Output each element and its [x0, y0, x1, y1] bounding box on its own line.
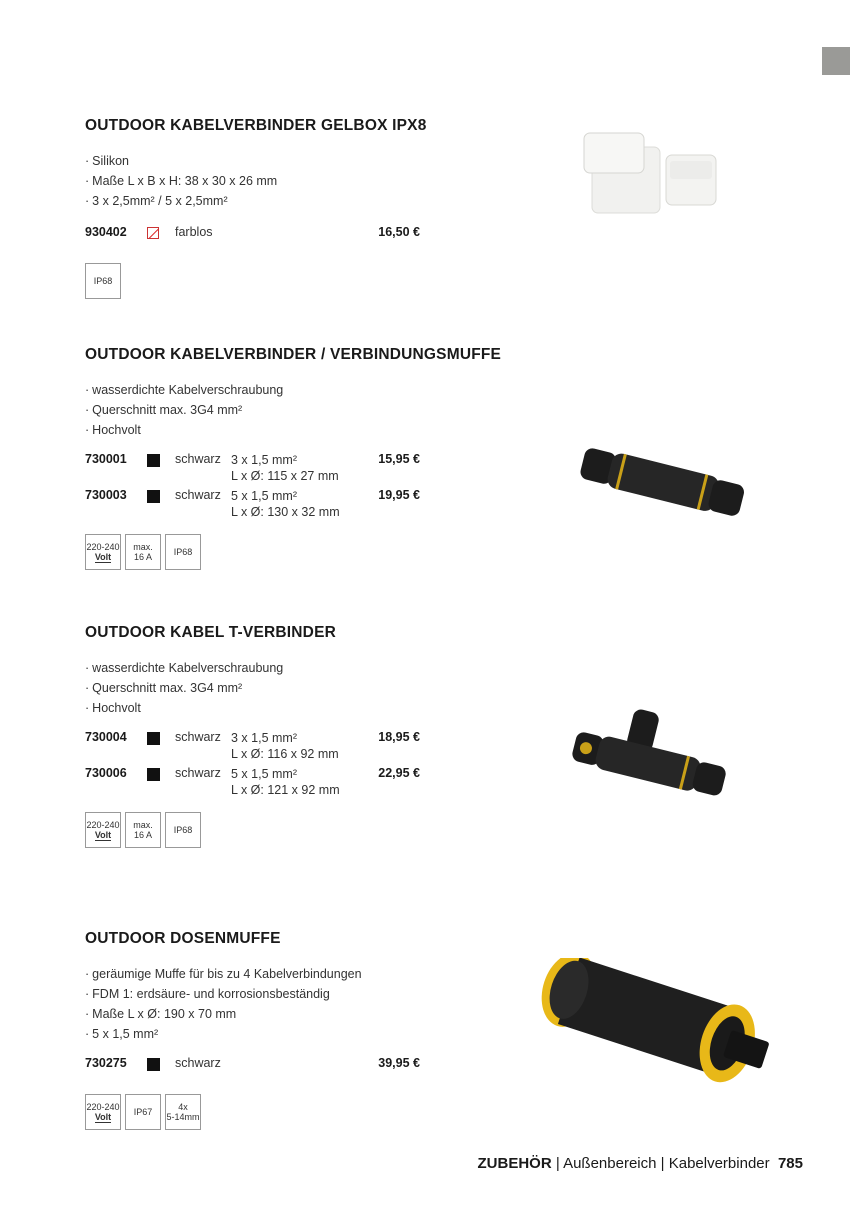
- feature-item: · Maße L x B x H: 38 x 30 x 26 mm: [85, 171, 445, 191]
- spec-text: 5 x 1,5 mm² L x Ø: 121 x 92 mm: [231, 767, 340, 797]
- color-name: schwarz: [175, 1056, 221, 1070]
- price: 15,95 €: [378, 452, 420, 466]
- feature-list: [85, 964, 445, 1044]
- feature-item: · 3 x 2,5mm² / 5 x 2,5mm²: [85, 191, 445, 211]
- color-name: schwarz: [175, 730, 221, 744]
- footer-subcategory: Kabelverbinder: [668, 1155, 770, 1172]
- feature-item: · Silikon: [85, 151, 445, 171]
- product-section-verbindungsmuffe: [85, 346, 502, 570]
- ip-rating-badge: IP68: [85, 263, 121, 299]
- badge-row: [85, 534, 445, 570]
- voltage-badge: 220-240 Volt: [85, 812, 121, 848]
- product-row: [85, 452, 445, 488]
- product-row: [85, 225, 445, 253]
- feature-list: [85, 380, 445, 440]
- t-verbinder-product-image: [565, 705, 735, 805]
- badge-row: [85, 1094, 445, 1130]
- price: 22,95 €: [378, 766, 420, 780]
- feature-item: · 5 x 1,5 mm²: [85, 1024, 445, 1044]
- current-badge: max. 16 A: [125, 812, 161, 848]
- gelbox-product-image: [580, 125, 720, 235]
- ip-rating-badge: IP68: [165, 812, 201, 848]
- price: 16,50 €: [378, 225, 420, 239]
- price: 19,95 €: [378, 488, 420, 502]
- spec-text: 3 x 1,5 mm² L x Ø: 115 x 27 mm: [231, 453, 339, 483]
- color-name: schwarz: [175, 766, 221, 780]
- feature-list: [85, 151, 445, 211]
- product-title: OUTDOOR KABELVERBINDER GELBOX IPX8: [85, 117, 427, 134]
- color-swatch-black-icon: [147, 490, 160, 503]
- color-name: schwarz: [175, 452, 221, 466]
- feature-item: · Hochvolt: [85, 420, 445, 440]
- feature-item: · Querschnitt max. 3G4 mm²: [85, 400, 445, 420]
- product-section-gelbox: [85, 117, 445, 299]
- feature-item: · wasserdichte Kabelverschraubung: [85, 658, 445, 678]
- feature-item: · Querschnitt max. 3G4 mm²: [85, 678, 445, 698]
- voltage-badge: 220-240 Volt: [85, 534, 121, 570]
- current-badge: max. 16 A: [125, 534, 161, 570]
- product-section-t-verbinder: [85, 624, 445, 848]
- article-number: 730003: [85, 488, 127, 502]
- price: 18,95 €: [378, 730, 420, 744]
- product-section-dosenmuffe: [85, 930, 445, 1130]
- voltage-badge: 220-240 Volt: [85, 1094, 121, 1130]
- spec-text: 3 x 1,5 mm² L x Ø: 116 x 92 mm: [231, 731, 339, 761]
- product-row: [85, 730, 445, 766]
- chapter-tab: [822, 47, 850, 75]
- color-swatch-black-icon: [147, 1058, 160, 1071]
- color-swatch-black-icon: [147, 768, 160, 781]
- product-title: OUTDOOR DOSENMUFFE: [85, 930, 281, 947]
- article-number: 730006: [85, 766, 127, 780]
- product-title: OUTDOOR KABELVERBINDER / VERBINDUNGSMUFFE: [85, 346, 502, 363]
- feature-item: · Maße L x Ø: 190 x 70 mm: [85, 1004, 445, 1024]
- ip-rating-badge: IP67: [125, 1094, 161, 1130]
- feature-item: · geräumige Muffe für bis zu 4 Kabelverbindungen: [85, 964, 445, 984]
- article-number: 930402: [85, 225, 127, 239]
- muffe-product-image: [572, 438, 752, 528]
- badge-row: [85, 263, 445, 299]
- page-footer: ZUBEHÖR | Außenbereich | Kabelverbinder 785: [477, 1155, 803, 1172]
- color-name: schwarz: [175, 488, 221, 502]
- dosenmuffe-product-image: [525, 958, 785, 1088]
- product-row: [85, 766, 445, 802]
- badge-row: [85, 812, 445, 848]
- feature-item: · FDM 1: erdsäure- und korrosionsbeständig: [85, 984, 445, 1004]
- color-swatch-black-icon: [147, 732, 160, 745]
- color-name: farblos: [175, 225, 213, 239]
- article-number: 730001: [85, 452, 127, 466]
- feature-item: · Hochvolt: [85, 698, 445, 718]
- product-row: [85, 488, 445, 524]
- product-row: [85, 1056, 445, 1084]
- feature-item: · wasserdichte Kabelverschraubung: [85, 380, 445, 400]
- ip-rating-badge: IP68: [165, 534, 201, 570]
- spec-text: 5 x 1,5 mm² L x Ø: 130 x 32 mm: [231, 489, 340, 519]
- footer-subcategory: Außenbereich: [563, 1155, 657, 1172]
- color-swatch-black-icon: [147, 454, 160, 467]
- page-number: 785: [777, 1155, 803, 1172]
- article-number: 730275: [85, 1056, 127, 1070]
- color-swatch-colorless-icon: [147, 227, 159, 239]
- cable-entry-badge: 4x 5-14mm: [165, 1094, 201, 1130]
- price: 39,95 €: [378, 1056, 420, 1070]
- article-number: 730004: [85, 730, 127, 744]
- feature-list: [85, 658, 445, 718]
- product-title: OUTDOOR KABEL T-VERBINDER: [85, 624, 337, 641]
- footer-category: ZUBEHÖR: [477, 1155, 552, 1172]
